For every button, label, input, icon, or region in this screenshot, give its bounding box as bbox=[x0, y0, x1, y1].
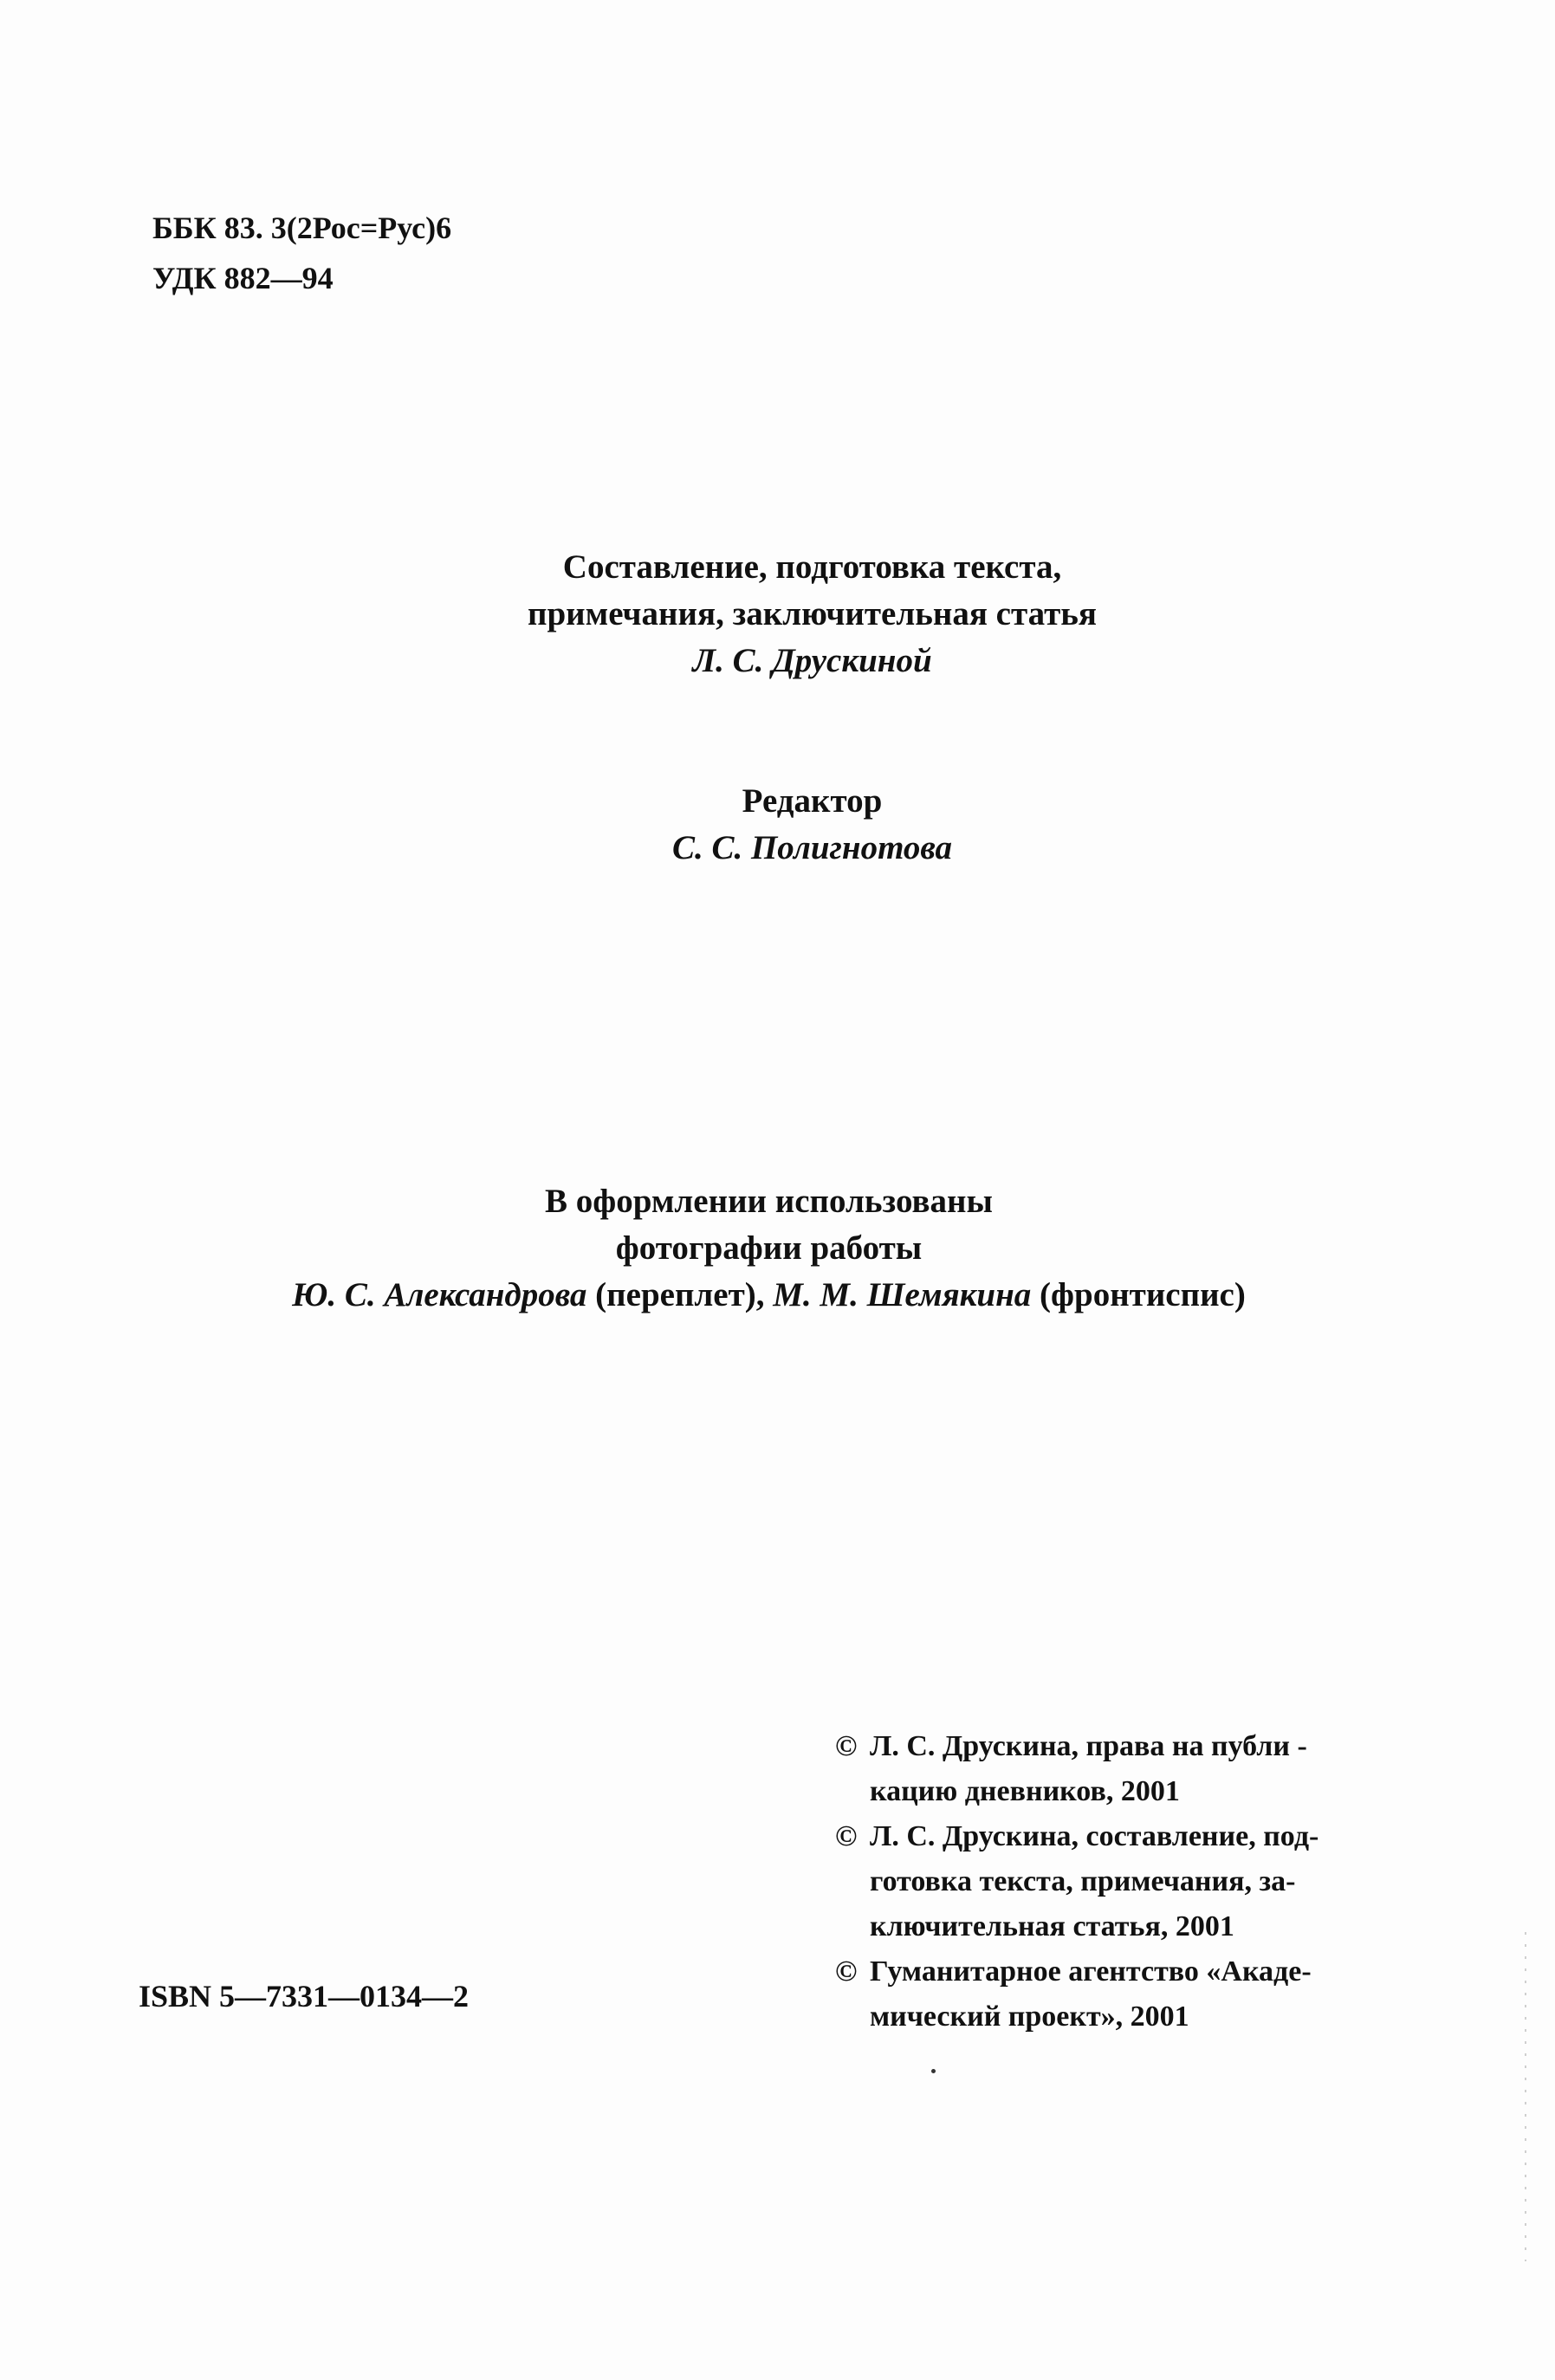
copyright-text-line: Л. С. Друскина, составление, под- bbox=[870, 1820, 1319, 1852]
design-line-1: В оформлении использованы bbox=[545, 1183, 993, 1220]
print-speck bbox=[931, 2069, 936, 2073]
compiler-credit bbox=[35, 544, 1555, 684]
copyright-text-line: Гуманитарное агентство «Акаде- bbox=[870, 1955, 1312, 1988]
copyright-text-line: кацию дневников, 2001 bbox=[870, 1775, 1180, 1807]
photographer-2-note: (фронтиспис) bbox=[1031, 1276, 1246, 1313]
isbn-number: ISBN 5—7331—0134—2 bbox=[139, 1979, 470, 2014]
compiler-name: Л. С. Друскиной bbox=[692, 642, 932, 679]
copyright-notice-publication bbox=[835, 1724, 1390, 1814]
bbk-code: ББК 83. 3(2Рос=Рус)6 bbox=[152, 211, 452, 245]
photographer-2-name: М. М. Шемякина bbox=[773, 1276, 1032, 1313]
editor-credit bbox=[35, 778, 1555, 872]
copyright-icon: © bbox=[835, 1955, 858, 1988]
compiler-role-line-1: Составление, подготовка текста, bbox=[562, 548, 1062, 586]
scan-edge-marks bbox=[1525, 1932, 1526, 2261]
copyright-notice-publisher bbox=[835, 1949, 1390, 2040]
copyright-icon: © bbox=[835, 1820, 858, 1852]
design-line-2: фотографии работы bbox=[615, 1229, 923, 1267]
copyright-text-line: мический проект», 2001 bbox=[870, 2001, 1189, 2033]
copyright-text-line: Л. С. Друскина, права на публи - bbox=[870, 1730, 1307, 1762]
copyright-notice-compilation bbox=[835, 1814, 1390, 1949]
photographer-1-name: Ю. С. Александрова bbox=[292, 1276, 587, 1313]
copyright-text-line: ключительная статья, 2001 bbox=[870, 1910, 1234, 1942]
design-credit bbox=[0, 1178, 1546, 1319]
design-authors-line bbox=[0, 1272, 1546, 1319]
copyright-notices bbox=[835, 1724, 1390, 2040]
udk-code: УДК 882—94 bbox=[152, 261, 334, 295]
copyright-icon: © bbox=[835, 1730, 858, 1762]
copyright-text-line: готовка текста, примечания, за- bbox=[870, 1865, 1296, 1897]
compiler-role-line-2: примечания, заключительная статья bbox=[528, 595, 1097, 632]
photographer-1-note: (переплет), bbox=[586, 1276, 774, 1313]
classification-codes bbox=[152, 203, 451, 303]
editor-name: С. С. Полигнотова bbox=[671, 829, 953, 866]
editor-role: Редактор bbox=[742, 782, 883, 820]
